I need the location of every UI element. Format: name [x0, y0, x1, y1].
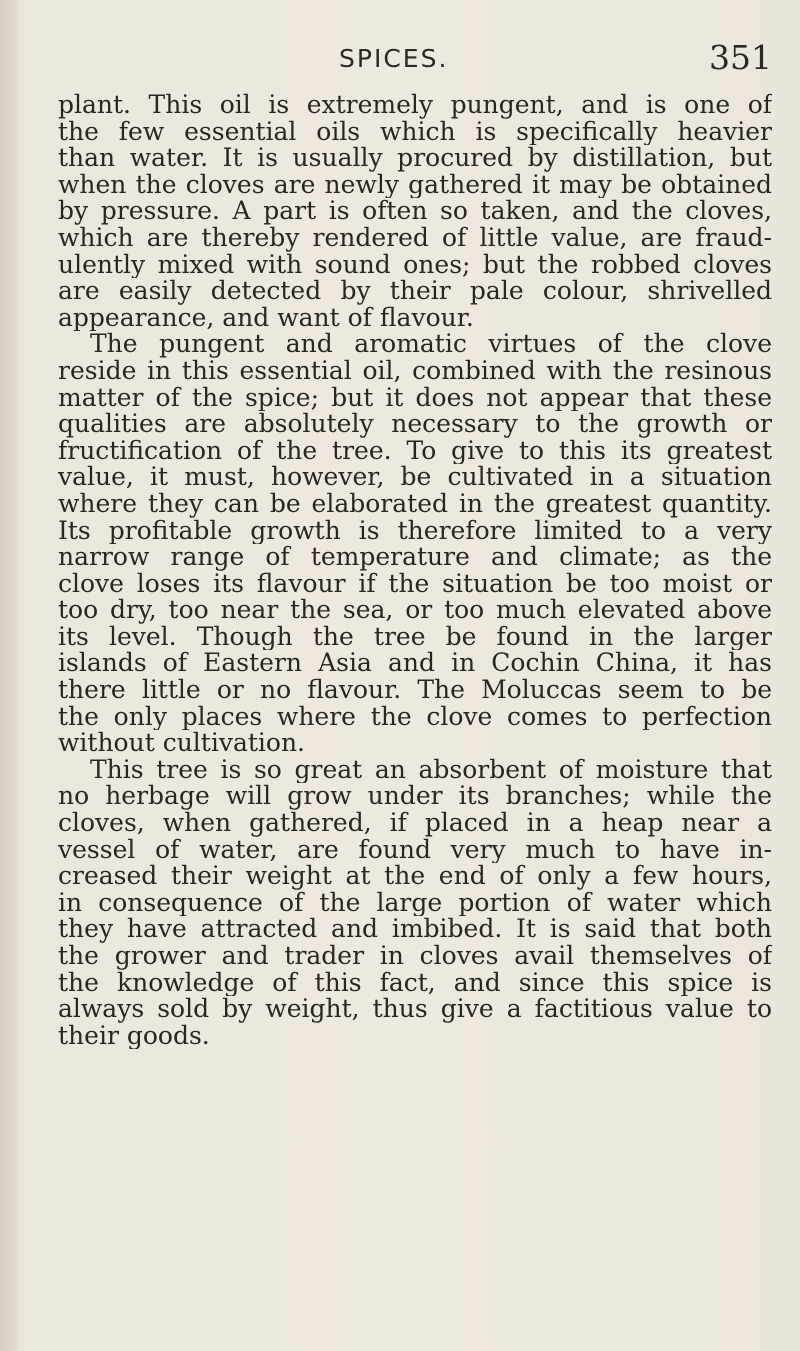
body-text	[58, 92, 772, 1049]
text-line: the only places where the clove comes to perfection	[58, 703, 772, 731]
text-line: ulently mixed with sound ones; but the robbed cloves	[58, 251, 772, 279]
text-line: clove loses its flavour if the situation be too moist or	[58, 570, 772, 598]
text-line: the knowledge of this fact, and since this spice is	[58, 969, 772, 997]
text-line: by pressure. A part is often so taken, and the cloves,	[58, 198, 772, 225]
text-line: Its profitable growth is therefore limited to a very	[58, 517, 772, 545]
paragraph-start-line: This tree is so great an absorbent of moisture that	[90, 756, 772, 784]
text-line: fructification of the tree. To give to this its greatest	[58, 437, 772, 465]
paragraph-end-line: without cultivation.	[58, 730, 305, 757]
text-line: vessel of water, are found very much to have in-	[58, 836, 772, 864]
text-line: are easily detected by their pale colour, shrivelled	[58, 278, 772, 305]
text-line: which are thereby rendered of little value, are fraud-	[58, 224, 772, 252]
paragraph-start-line: The pungent and aromatic virtues of the clove	[90, 331, 772, 358]
text-line: reside in this essential oil, combined with the resinous	[58, 357, 772, 385]
text-line: cloves, when gathered, if placed in a heap near a	[58, 810, 772, 837]
text-line: in consequence of the large portion of water which	[58, 889, 772, 917]
text-line: creased their weight at the end of only a few hours,	[58, 863, 772, 890]
text-line: no herbage will grow under its branches; while the	[58, 783, 772, 811]
text-line: qualities are absolutely necessary to the growth or	[58, 411, 772, 438]
text-line: too dry, too near the sea, or too much elevated above	[58, 597, 772, 624]
text-line: where they can be elaborated in the greatest quantity.	[58, 490, 772, 518]
text-line: narrow range of temperature and climate; as the	[58, 544, 772, 571]
text-line: matter of the spice; but it does not appear that these	[58, 384, 772, 412]
text-line: they have attracted and imbibed. It is said that both	[58, 916, 772, 943]
text-line: value, it must, however, be cultivated in a situation	[58, 464, 772, 491]
text-line: islands of Eastern Asia and in Cochin China, it has	[58, 650, 772, 678]
page-gutter	[0, 0, 18, 1351]
paragraph-end-line: appearance, and want of flavour.	[58, 304, 474, 332]
text-line: the few essential oils which is specifically heavier	[58, 118, 772, 146]
running-title: SPICES.	[339, 44, 449, 73]
text-line: the grower and trader in cloves avail themselves of	[58, 943, 772, 970]
text-line: its level. Though the tree be found in the larger	[58, 623, 772, 651]
text-line: there little or no flavour. The Moluccas seem to be	[58, 677, 772, 704]
text-line: when the cloves are newly gathered it may be obtained	[58, 171, 772, 199]
page-number: 351	[709, 38, 772, 77]
text-line: than water. It is usually procured by distillation, but	[58, 145, 772, 172]
text-line: always sold by weight, thus give a factitious value to	[58, 996, 772, 1023]
text-line: plant. This oil is extremely pungent, and is one of	[58, 92, 772, 119]
paragraph-end-line: their goods.	[58, 1022, 210, 1050]
running-head	[0, 38, 800, 84]
